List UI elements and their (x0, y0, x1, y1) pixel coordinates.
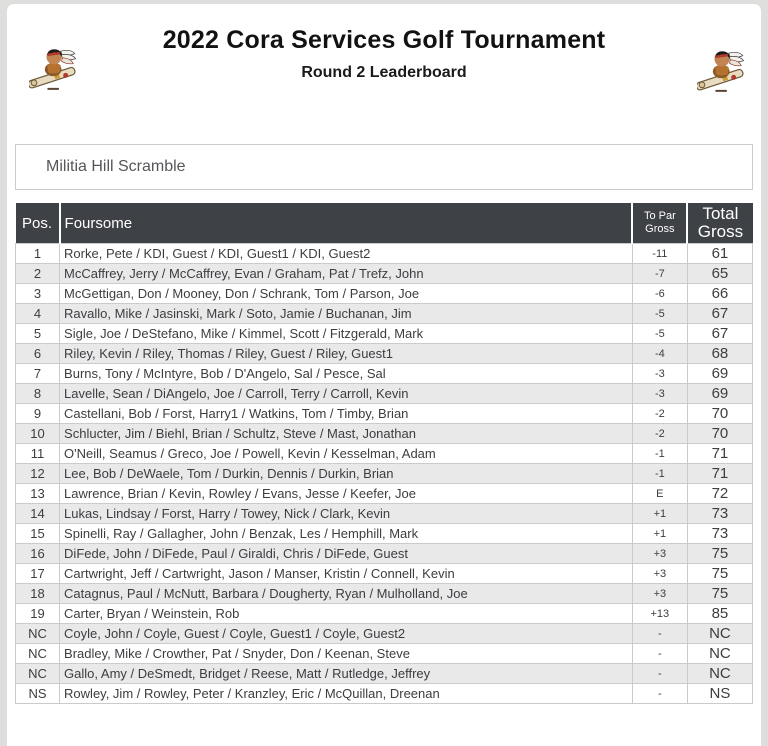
leaderboard-header (16, 203, 753, 244)
table-row (16, 244, 753, 264)
course-section-header (15, 144, 753, 190)
cell-total: 61 (687, 244, 752, 264)
cell-pos: 5 (16, 324, 60, 344)
cell-pos: NC (16, 644, 60, 664)
cell-pos: 15 (16, 524, 60, 544)
cell-total: 67 (687, 304, 752, 324)
cell-foursome: Rowley, Jim / Rowley, Peter / Kranzley, Eric / McQuillan, Dreenan (60, 684, 633, 704)
cell-to-par: -6 (632, 284, 687, 304)
cell-pos: 19 (16, 604, 60, 624)
table-row (16, 624, 753, 644)
cell-total: 71 (687, 444, 752, 464)
cell-total: 72 (687, 484, 752, 504)
cell-pos: 7 (16, 364, 60, 384)
cell-foursome: Rorke, Pete / KDI, Guest / KDI, Guest1 / KDI, Guest2 (60, 244, 633, 264)
cell-pos: NC (16, 664, 60, 684)
cell-total: 75 (687, 564, 752, 584)
table-row (16, 264, 753, 284)
cell-pos: NS (16, 684, 60, 704)
table-row (16, 524, 753, 544)
cell-total: 65 (687, 264, 752, 284)
cell-foursome: Bradley, Mike / Crowther, Pat / Snyder, Don / Keenan, Steve (60, 644, 633, 664)
cell-total: 75 (687, 584, 752, 604)
table-row (16, 644, 753, 664)
cell-total: 73 (687, 524, 752, 544)
cell-pos: 12 (16, 464, 60, 484)
cell-foursome: Coyle, John / Coyle, Guest / Coyle, Guest1 / Coyle, Guest2 (60, 624, 633, 644)
cell-total: 69 (687, 384, 752, 404)
table-row (16, 444, 753, 464)
cell-pos: 1 (16, 244, 60, 264)
cell-pos: 2 (16, 264, 60, 284)
cell-to-par: -2 (632, 404, 687, 424)
cell-to-par: +3 (632, 544, 687, 564)
cell-foursome: Schlucter, Jim / Biehl, Brian / Schultz, Steve / Mast, Jonathan (60, 424, 633, 444)
table-row (16, 424, 753, 444)
table-row (16, 604, 753, 624)
cell-foursome: Cartwright, Jeff / Cartwright, Jason / Manser, Kristin / Connell, Kevin (60, 564, 633, 584)
cell-total: NC (687, 624, 752, 644)
cell-pos: 17 (16, 564, 60, 584)
cell-total: 70 (687, 424, 752, 444)
column-header-to-par-gross: To Par Gross (632, 203, 687, 244)
table-row (16, 384, 753, 404)
table-row (16, 564, 753, 584)
table-row (16, 584, 753, 604)
cell-total: 66 (687, 284, 752, 304)
page-subtitle: Round 2 Leaderboard (301, 64, 467, 81)
cell-foursome: Gallo, Amy / DeSmedt, Bridget / Reese, Matt / Rutledge, Jeffrey (60, 664, 633, 684)
table-row (16, 484, 753, 504)
cell-to-par: - (632, 684, 687, 704)
table-row (16, 404, 753, 424)
cell-total: 69 (687, 364, 752, 384)
cell-pos: 6 (16, 344, 60, 364)
cell-total: NC (687, 664, 752, 684)
table-row (16, 504, 753, 524)
cell-to-par: -11 (632, 244, 687, 264)
cell-foursome: Lawrence, Brian / Kevin, Rowley / Evans, Jesse / Keefer, Joe (60, 484, 633, 504)
cell-pos: 14 (16, 504, 60, 524)
table-row (16, 464, 753, 484)
cell-total: 68 (687, 344, 752, 364)
cell-total: 67 (687, 324, 752, 344)
page-card (7, 4, 761, 746)
column-header-total-gross: Total Gross (687, 203, 752, 244)
cell-to-par: -5 (632, 304, 687, 324)
cell-foursome: Carter, Bryan / Weinstein, Rob (60, 604, 633, 624)
page-title: 2022 Cora Services Golf Tournament (162, 26, 606, 54)
cell-total: NS (687, 684, 752, 704)
page-header (7, 4, 761, 82)
table-row (16, 304, 753, 324)
cell-foursome: Spinelli, Ray / Gallagher, John / Benzak, Les / Hemphill, Mark (60, 524, 633, 544)
cell-to-par: -3 (632, 364, 687, 384)
cell-to-par: +3 (632, 564, 687, 584)
cell-pos: 3 (16, 284, 60, 304)
cell-pos: 11 (16, 444, 60, 464)
leaderboard-body (16, 244, 753, 704)
cell-foursome: O'Neill, Seamus / Greco, Joe / Powell, Kevin / Kesselman, Adam (60, 444, 633, 464)
cell-to-par: - (632, 624, 687, 644)
cell-foursome: Castellani, Bob / Forst, Harry1 / Watkins, Tom / Timby, Brian (60, 404, 633, 424)
cell-foursome: Sigle, Joe / DeStefano, Mike / Kimmel, Scott / Fitzgerald, Mark (60, 324, 633, 344)
table-row (16, 684, 753, 704)
cell-to-par: -1 (632, 444, 687, 464)
cell-pos: 16 (16, 544, 60, 564)
cell-foursome: Burns, Tony / McIntyre, Bob / D'Angelo, Sal / Pesce, Sal (60, 364, 633, 384)
cell-to-par: -4 (632, 344, 687, 364)
table-row (16, 324, 753, 344)
cell-pos: 9 (16, 404, 60, 424)
column-header-pos: Pos. (16, 203, 60, 244)
cell-to-par: -3 (632, 384, 687, 404)
table-row (16, 344, 753, 364)
cell-pos: 10 (16, 424, 60, 444)
table-row (16, 364, 753, 384)
cell-to-par: +13 (632, 604, 687, 624)
cell-to-par: -5 (632, 324, 687, 344)
cell-to-par: - (632, 664, 687, 684)
cell-to-par: +3 (632, 584, 687, 604)
cell-pos: 13 (16, 484, 60, 504)
table-row (16, 284, 753, 304)
cell-total: 73 (687, 504, 752, 524)
cell-pos: 4 (16, 304, 60, 324)
cell-total: 85 (687, 604, 752, 624)
cell-pos: 18 (16, 584, 60, 604)
table-row (16, 664, 753, 684)
cell-foursome: Lavelle, Sean / DiAngelo, Joe / Carroll, Terry / Carroll, Kevin (60, 384, 633, 404)
cell-to-par: +1 (632, 504, 687, 524)
mascot-logo-icon (697, 40, 747, 98)
cell-foursome: McGettigan, Don / Mooney, Don / Schrank, Tom / Parson, Joe (60, 284, 633, 304)
column-header-foursome: Foursome (60, 203, 633, 244)
leaderboard-table (15, 203, 753, 704)
cell-foursome: DiFede, John / DiFede, Paul / Giraldi, Chris / DiFede, Guest (60, 544, 633, 564)
table-row (16, 544, 753, 564)
cell-foursome: Lee, Bob / DeWaele, Tom / Durkin, Dennis / Durkin, Brian (60, 464, 633, 484)
cell-to-par: E (632, 484, 687, 504)
cell-to-par: +1 (632, 524, 687, 544)
course-name: Militia Hill Scramble (46, 158, 186, 175)
cell-foursome: Lukas, Lindsay / Forst, Harry / Towey, Nick / Clark, Kevin (60, 504, 633, 524)
cell-to-par: -1 (632, 464, 687, 484)
cell-pos: NC (16, 624, 60, 644)
cell-foursome: Catagnus, Paul / McNutt, Barbara / Dougherty, Ryan / Mulholland, Joe (60, 584, 633, 604)
cell-foursome: McCaffrey, Jerry / McCaffrey, Evan / Graham, Pat / Trefz, John (60, 264, 633, 284)
cell-total: NC (687, 644, 752, 664)
cell-total: 70 (687, 404, 752, 424)
cell-foursome: Ravallo, Mike / Jasinski, Mark / Soto, Jamie / Buchanan, Jim (60, 304, 633, 324)
mascot-logo-icon (29, 38, 79, 96)
cell-foursome: Riley, Kevin / Riley, Thomas / Riley, Guest / Riley, Guest1 (60, 344, 633, 364)
cell-pos: 8 (16, 384, 60, 404)
cell-to-par: - (632, 644, 687, 664)
cell-to-par: -7 (632, 264, 687, 284)
cell-to-par: -2 (632, 424, 687, 444)
cell-total: 75 (687, 544, 752, 564)
cell-total: 71 (687, 464, 752, 484)
